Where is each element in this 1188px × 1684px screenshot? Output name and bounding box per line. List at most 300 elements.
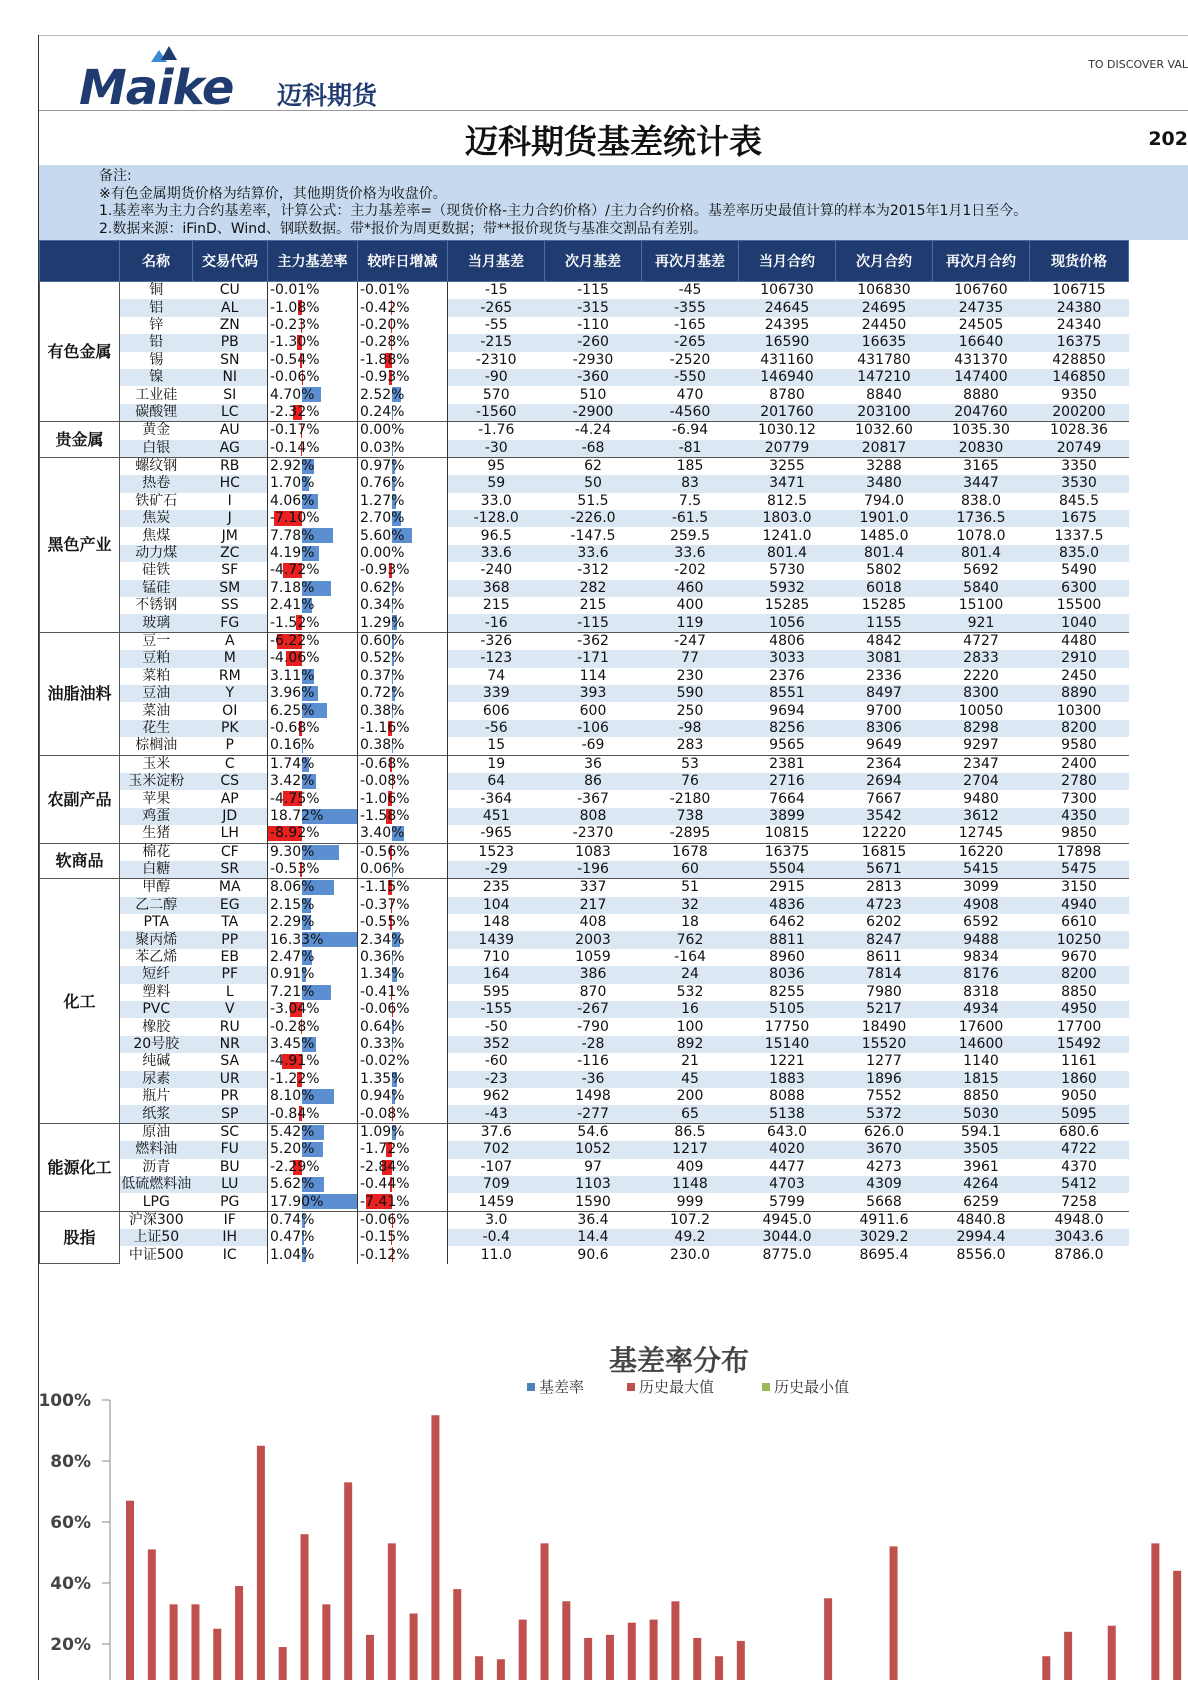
third-basis-cell: 470 [642, 386, 739, 403]
rate-value: -4.75% [270, 791, 320, 807]
table-row [40, 1211, 1129, 1229]
group-label: 软商品 [40, 843, 120, 879]
spot-price-cell: 4370 [1030, 1159, 1129, 1176]
hist-max-bar [322, 1604, 330, 1680]
spot-price-cell: 1161 [1030, 1053, 1129, 1070]
main-basis-rate-cell [268, 720, 358, 737]
main-basis-rate-cell [268, 879, 358, 897]
rate-value: 0.38% [360, 703, 404, 719]
name-cell: 铝 [120, 299, 193, 316]
main-basis-rate-cell [268, 334, 358, 351]
code-cell: JM [193, 527, 268, 544]
third-basis-cell: 1148 [642, 1176, 739, 1193]
rate-value: -0.44% [360, 1176, 410, 1192]
third-basis-cell: 892 [642, 1036, 739, 1053]
spot-price-cell: 4480 [1030, 632, 1129, 650]
spot-price-cell: 845.5 [1030, 493, 1129, 510]
main-basis-rate-cell [268, 527, 358, 544]
table-row [40, 755, 1129, 773]
current-basis-cell: 37.6 [448, 1123, 545, 1141]
next-contract-cell: 147210 [836, 369, 933, 386]
rate-value: 7.21% [270, 984, 314, 1000]
rate-value: -0.68% [360, 756, 410, 772]
spot-price-cell: 5095 [1030, 1105, 1129, 1123]
name-cell: 动力煤 [120, 545, 193, 562]
current-contract-cell: 7664 [739, 790, 836, 807]
main-basis-rate-cell [268, 580, 358, 597]
rate-value: 5.60% [360, 528, 404, 544]
rate-value: -1.15% [360, 879, 410, 895]
next-basis-cell: 408 [545, 914, 642, 931]
next-contract-cell: 6202 [836, 914, 933, 931]
current-contract-cell: 16375 [739, 843, 836, 861]
third-contract-cell: 8318 [933, 984, 1030, 1001]
table-row [40, 773, 1129, 790]
code-cell: LC [193, 404, 268, 422]
main-basis-rate-cell [268, 1211, 358, 1229]
third-contract-cell: 20830 [933, 440, 1030, 458]
next-contract-cell: 18490 [836, 1018, 933, 1035]
y-tick-label: 60% [50, 1513, 91, 1533]
main-basis-rate-cell [268, 702, 358, 719]
name-cell: 沥青 [120, 1159, 193, 1176]
rate-value: -0.28% [360, 334, 410, 350]
current-contract-cell: 8551 [739, 685, 836, 702]
spot-price-cell: 10300 [1030, 702, 1129, 719]
name-cell: 铅 [120, 334, 193, 351]
third-basis-cell: 999 [642, 1193, 739, 1211]
current-basis-cell: -240 [448, 562, 545, 579]
current-contract-cell: 4020 [739, 1141, 836, 1158]
rate-value: -0.01% [360, 282, 410, 298]
hist-max-bar [628, 1623, 636, 1680]
code-cell: BU [193, 1159, 268, 1176]
rate-value: 0.24% [360, 404, 404, 420]
next-contract-cell: 15285 [836, 597, 933, 614]
current-basis-cell: 11.0 [448, 1246, 545, 1263]
third-basis-cell: 33.6 [642, 545, 739, 562]
col-header-current-contract: 当月合约 [739, 241, 836, 282]
spot-price-cell: 5412 [1030, 1176, 1129, 1193]
third-contract-cell: 2833 [933, 650, 1030, 667]
rate-value: 0.97% [360, 458, 404, 474]
third-contract-cell: 2220 [933, 668, 1030, 685]
current-basis-cell: -15 [448, 282, 545, 300]
third-contract-cell: 8880 [933, 386, 1030, 403]
main-basis-rate-cell [268, 282, 358, 300]
third-basis-cell: 76 [642, 773, 739, 790]
rate-value: 0.64% [360, 1019, 404, 1035]
third-contract-cell: 106760 [933, 282, 1030, 300]
spot-price-cell: 10250 [1030, 931, 1129, 948]
current-basis-cell: -265 [448, 299, 545, 316]
next-contract-cell: 16635 [836, 334, 933, 351]
name-cell: 纸浆 [120, 1105, 193, 1123]
chart-svg [39, 1325, 1188, 1680]
name-cell: 鸡蛋 [120, 808, 193, 825]
next-contract-cell: 794.0 [836, 493, 933, 510]
rate-value: -7.41% [360, 1194, 410, 1210]
third-contract-cell: 801.4 [933, 545, 1030, 562]
hist-max-bar [301, 1534, 309, 1680]
rate-value: 8.06% [270, 879, 314, 895]
next-basis-cell: -36 [545, 1071, 642, 1088]
current-basis-cell: -2310 [448, 352, 545, 369]
table-row [40, 369, 1129, 386]
next-contract-cell: 5802 [836, 562, 933, 579]
third-contract-cell: 9834 [933, 949, 1030, 966]
name-cell: LPG [120, 1193, 193, 1211]
third-basis-cell: -2895 [642, 825, 739, 843]
current-basis-cell: -128.0 [448, 510, 545, 527]
current-contract-cell: 1056 [739, 614, 836, 632]
rate-value: 0.47% [270, 1229, 314, 1245]
group-label: 农副产品 [40, 755, 120, 843]
current-basis-cell: 96.5 [448, 527, 545, 544]
daily-change-cell [358, 282, 448, 300]
current-contract-cell: 2915 [739, 879, 836, 897]
rate-value: 6.25% [270, 703, 314, 719]
next-contract-cell: 4309 [836, 1176, 933, 1193]
main-basis-rate-cell [268, 1246, 358, 1263]
third-basis-cell: -247 [642, 632, 739, 650]
spot-price-cell: 4350 [1030, 808, 1129, 825]
rate-value: 0.33% [360, 1036, 404, 1052]
main-basis-rate-cell [268, 386, 358, 403]
chart-title: 基差率分布 [609, 1344, 749, 1377]
third-basis-cell: -164 [642, 949, 739, 966]
next-basis-cell: 14.4 [545, 1229, 642, 1246]
current-basis-cell: 148 [448, 914, 545, 931]
code-cell: SS [193, 597, 268, 614]
third-contract-cell: 24735 [933, 299, 1030, 316]
main-basis-rate-cell [268, 931, 358, 948]
table-row [40, 440, 1129, 458]
third-contract-cell: 8176 [933, 966, 1030, 983]
rate-value: -8.92% [270, 825, 320, 841]
name-cell: 焦煤 [120, 527, 193, 544]
next-contract-cell: 3081 [836, 650, 933, 667]
rate-value: -1.06% [360, 791, 410, 807]
next-basis-cell: -147.5 [545, 527, 642, 544]
current-basis-cell: -50 [448, 1018, 545, 1035]
name-cell: 豆一 [120, 632, 193, 650]
code-cell: RU [193, 1018, 268, 1035]
table-row [40, 1141, 1129, 1158]
third-contract-cell: 1035.30 [933, 422, 1030, 440]
main-basis-rate-cell [268, 897, 358, 914]
spot-price-cell: 5475 [1030, 861, 1129, 879]
spot-price-cell: 2910 [1030, 650, 1129, 667]
y-tick-label: 20% [50, 1635, 91, 1655]
hist-max-bar [1064, 1632, 1072, 1680]
name-cell: 塑料 [120, 984, 193, 1001]
col-header-main-basis-rate: 主力基差率 [268, 241, 358, 282]
main-basis-rate-cell [268, 861, 358, 879]
table-row [40, 984, 1129, 1001]
legend-swatch [762, 1383, 770, 1391]
third-basis-cell: -98 [642, 720, 739, 737]
rate-value: 5.62% [270, 1176, 314, 1192]
next-basis-cell: -4.24 [545, 422, 642, 440]
name-cell: 铁矿石 [120, 493, 193, 510]
name-cell: 燃料油 [120, 1141, 193, 1158]
spot-price-cell: 4948.0 [1030, 1211, 1129, 1229]
next-basis-cell: -312 [545, 562, 642, 579]
col-header-code: 交易代码 [193, 241, 268, 282]
main-basis-rate-cell [268, 614, 358, 632]
code-cell: RM [193, 668, 268, 685]
daily-change-cell [358, 1229, 448, 1246]
main-basis-rate-cell [268, 545, 358, 562]
table-row [40, 1053, 1129, 1070]
current-contract-cell: 17750 [739, 1018, 836, 1035]
third-basis-cell: -265 [642, 334, 739, 351]
third-contract-cell: 921 [933, 614, 1030, 632]
note-line-3: 2.数据来源：iFinD、Wind、钢联数据。带*报价为周更数据；带**报价现货与基准交割品有差别。 [99, 221, 707, 237]
main-basis-rate-cell [268, 808, 358, 825]
code-cell: A [193, 632, 268, 650]
current-contract-cell: 3899 [739, 808, 836, 825]
col-header-third-contract: 再次月合约 [933, 241, 1030, 282]
rate-value: 2.29% [270, 914, 314, 930]
table-row [40, 685, 1129, 702]
spot-price-cell: 1040 [1030, 614, 1129, 632]
table-row [40, 737, 1129, 755]
table-row [40, 299, 1129, 316]
rate-value: 0.91% [270, 966, 314, 982]
logo-wordmark: Maike [79, 60, 233, 116]
current-basis-cell: 606 [448, 702, 545, 719]
rate-value: 0.38% [360, 737, 404, 753]
rate-value: 1.29% [360, 615, 404, 631]
hist-max-bar [344, 1482, 352, 1680]
daily-change-cell [358, 422, 448, 440]
spot-price-cell: 4940 [1030, 897, 1129, 914]
third-basis-cell: 86.5 [642, 1123, 739, 1141]
next-basis-cell: 1052 [545, 1141, 642, 1158]
next-contract-cell: 3029.2 [836, 1229, 933, 1246]
y-tick-label: 80% [50, 1452, 91, 1472]
main-basis-rate-cell [268, 1176, 358, 1193]
third-contract-cell: 3505 [933, 1141, 1030, 1158]
next-contract-cell: 12220 [836, 825, 933, 843]
spot-price-cell: 1860 [1030, 1071, 1129, 1088]
current-contract-cell: 9694 [739, 702, 836, 719]
spot-price-cell: 9580 [1030, 737, 1129, 755]
current-basis-cell: -29 [448, 861, 545, 879]
third-contract-cell: 12745 [933, 825, 1030, 843]
name-cell: 锡 [120, 352, 193, 369]
next-basis-cell: 1590 [545, 1193, 642, 1211]
spot-price-cell: 3530 [1030, 475, 1129, 492]
group-label: 有色金属 [40, 282, 120, 422]
rate-value: -0.68% [270, 720, 320, 736]
next-basis-cell: -260 [545, 334, 642, 351]
current-basis-cell: 164 [448, 966, 545, 983]
rate-value: -0.93% [360, 562, 410, 578]
name-cell: 工业硅 [120, 386, 193, 403]
table-row [40, 475, 1129, 492]
name-cell: 聚丙烯 [120, 931, 193, 948]
main-basis-rate-cell [268, 1141, 358, 1158]
third-basis-cell: -550 [642, 369, 739, 386]
next-contract-cell: 3670 [836, 1141, 933, 1158]
main-basis-rate-cell [268, 825, 358, 843]
next-basis-cell: 1083 [545, 843, 642, 861]
next-contract-cell: 7980 [836, 984, 933, 1001]
current-basis-cell: -30 [448, 440, 545, 458]
group-label: 油脂油料 [40, 632, 120, 755]
code-cell: J [193, 510, 268, 527]
spot-price-cell: 7300 [1030, 790, 1129, 807]
name-cell: 玉米淀粉 [120, 773, 193, 790]
current-contract-cell: 20779 [739, 440, 836, 458]
main-basis-rate-cell [268, 755, 358, 773]
daily-change-cell [358, 1053, 448, 1070]
daily-change-cell [358, 1071, 448, 1088]
name-cell: 棕榈油 [120, 737, 193, 755]
current-contract-cell: 8775.0 [739, 1246, 836, 1263]
table-row [40, 614, 1129, 632]
main-basis-rate-cell [268, 949, 358, 966]
third-contract-cell: 204760 [933, 404, 1030, 422]
table-row [40, 404, 1129, 422]
code-cell: PP [193, 931, 268, 948]
current-basis-cell: 570 [448, 386, 545, 403]
next-basis-cell: 114 [545, 668, 642, 685]
main-basis-rate-cell [268, 404, 358, 422]
rate-value: -4.72% [270, 562, 320, 578]
name-cell: 豆粕 [120, 650, 193, 667]
next-contract-cell: 1896 [836, 1071, 933, 1088]
current-basis-cell: 3.0 [448, 1211, 545, 1229]
current-contract-cell: 8088 [739, 1088, 836, 1105]
table-row [40, 580, 1129, 597]
current-contract-cell: 3044.0 [739, 1229, 836, 1246]
spot-price-cell: 3150 [1030, 879, 1129, 897]
code-cell: PF [193, 966, 268, 983]
code-cell: SN [193, 352, 268, 369]
next-basis-cell: 50 [545, 475, 642, 492]
table-row [40, 825, 1129, 843]
third-basis-cell: 49.2 [642, 1229, 739, 1246]
third-contract-cell: 8850 [933, 1088, 1030, 1105]
third-contract-cell: 4934 [933, 1001, 1030, 1018]
current-contract-cell: 8256 [739, 720, 836, 737]
name-cell: 花生 [120, 720, 193, 737]
name-cell: 硅铁 [120, 562, 193, 579]
current-contract-cell: 8036 [739, 966, 836, 983]
third-basis-cell: 259.5 [642, 527, 739, 544]
daily-change-cell [358, 369, 448, 386]
current-basis-cell: -155 [448, 1001, 545, 1018]
daily-change-cell [358, 1088, 448, 1105]
rate-value: -4.91% [270, 1053, 320, 1069]
name-cell: 尿素 [120, 1071, 193, 1088]
current-contract-cell: 8255 [739, 984, 836, 1001]
next-contract-cell: 1485.0 [836, 527, 933, 544]
main-basis-rate-cell [268, 597, 358, 614]
daily-change-cell [358, 1123, 448, 1141]
table-row [40, 1088, 1129, 1105]
next-contract-cell: 5372 [836, 1105, 933, 1123]
next-basis-cell: 33.6 [545, 545, 642, 562]
third-contract-cell: 16640 [933, 334, 1030, 351]
name-cell: 白糖 [120, 861, 193, 879]
daily-change-cell [358, 597, 448, 614]
main-basis-rate-cell [268, 457, 358, 475]
third-basis-cell: 7.5 [642, 493, 739, 510]
next-contract-cell: 6018 [836, 580, 933, 597]
third-basis-cell: 83 [642, 475, 739, 492]
next-contract-cell: 8497 [836, 685, 933, 702]
code-cell: EB [193, 949, 268, 966]
next-contract-cell: 2813 [836, 879, 933, 897]
name-cell: 中证500 [120, 1246, 193, 1263]
next-contract-cell: 8840 [836, 386, 933, 403]
next-contract-cell: 2336 [836, 668, 933, 685]
third-basis-cell: 230.0 [642, 1246, 739, 1263]
col-header-next-basis: 次月基差 [545, 241, 642, 282]
third-basis-cell: 200 [642, 1088, 739, 1105]
rate-value: -0.08% [360, 773, 410, 789]
rate-value: -0.55% [360, 914, 410, 930]
spot-price-cell: 2400 [1030, 755, 1129, 773]
code-cell: FU [193, 1141, 268, 1158]
rate-value: 18.72% [270, 808, 323, 824]
rate-value: -0.56% [360, 844, 410, 860]
third-basis-cell: 24 [642, 966, 739, 983]
code-cell: ZN [193, 317, 268, 334]
current-contract-cell: 10815 [739, 825, 836, 843]
current-contract-cell: 2716 [739, 773, 836, 790]
daily-change-cell [358, 861, 448, 879]
name-cell: 豆油 [120, 685, 193, 702]
main-basis-rate-cell [268, 632, 358, 650]
daily-change-cell [358, 457, 448, 475]
current-contract-cell: 8780 [739, 386, 836, 403]
next-contract-cell: 7667 [836, 790, 933, 807]
rate-value: -0.84% [270, 1106, 320, 1122]
current-basis-cell: -56 [448, 720, 545, 737]
rate-value: 2.34% [360, 932, 404, 948]
daily-change-cell [358, 1105, 448, 1123]
current-basis-cell: 59 [448, 475, 545, 492]
hist-max-bar [671, 1601, 679, 1680]
col-header-current-basis: 当月基差 [448, 241, 545, 282]
current-contract-cell: 1803.0 [739, 510, 836, 527]
next-basis-cell: -277 [545, 1105, 642, 1123]
hist-max-bar [453, 1589, 461, 1680]
rate-value: 17.90% [270, 1194, 323, 1210]
next-contract-cell: 5668 [836, 1193, 933, 1211]
table-row [40, 702, 1129, 719]
hist-max-bar [148, 1549, 156, 1680]
name-cell: 菜粕 [120, 668, 193, 685]
table-row [40, 1001, 1129, 1018]
rate-value: -2.29% [270, 1159, 320, 1175]
rate-value: -3.04% [270, 1001, 320, 1017]
current-basis-cell: 15 [448, 737, 545, 755]
code-cell: M [193, 650, 268, 667]
next-contract-cell: 5217 [836, 1001, 933, 1018]
third-contract-cell: 4727 [933, 632, 1030, 650]
next-basis-cell: 36 [545, 755, 642, 773]
third-basis-cell: 532 [642, 984, 739, 1001]
rate-value: -1.22% [270, 1071, 320, 1087]
next-contract-cell: 1277 [836, 1053, 933, 1070]
